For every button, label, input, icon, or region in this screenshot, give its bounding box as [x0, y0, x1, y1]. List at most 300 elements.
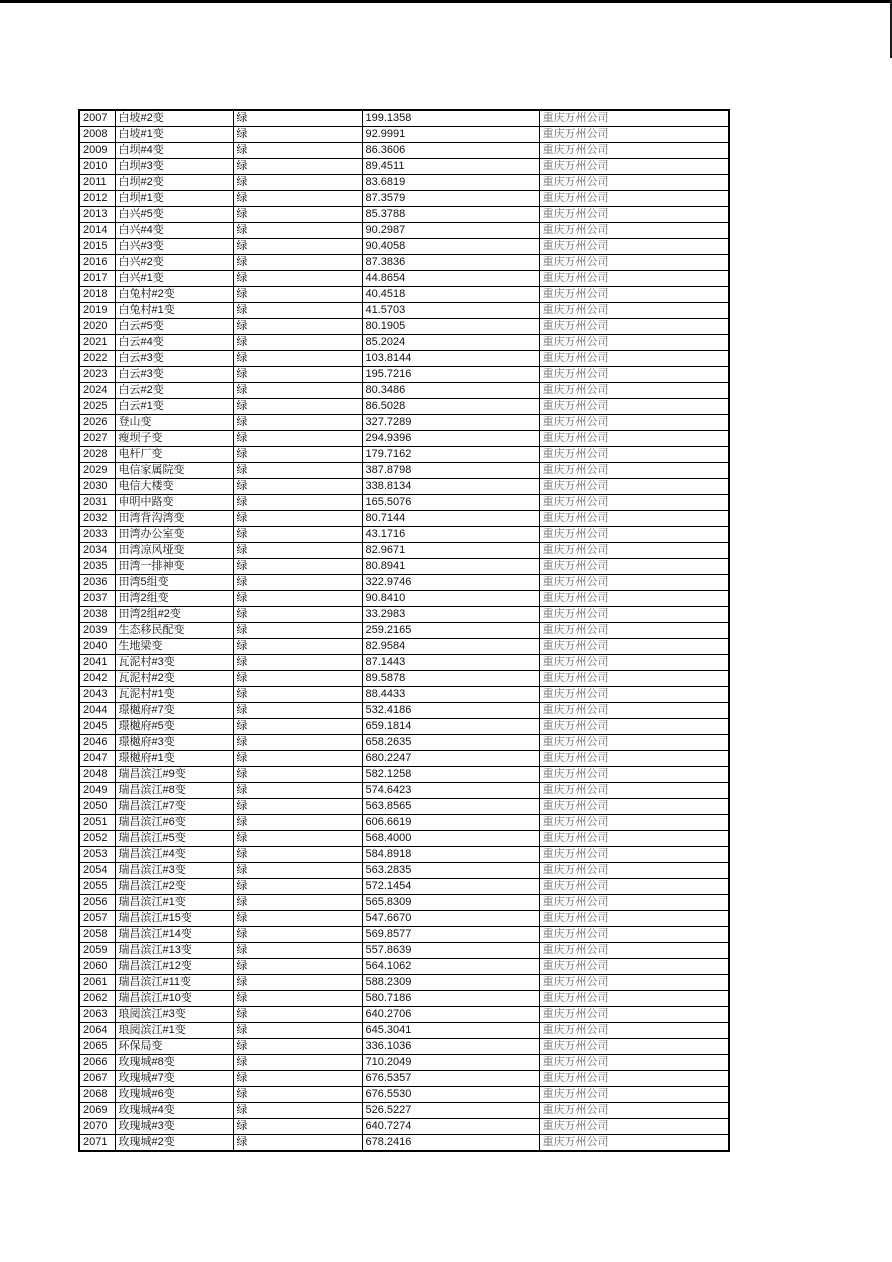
- cell-company[interactable]: 重庆万州公司: [539, 735, 729, 751]
- cell-value[interactable]: 90.2987: [362, 223, 539, 239]
- cell-status[interactable]: 绿: [233, 207, 362, 223]
- cell-status[interactable]: 绿: [233, 751, 362, 767]
- cell-station-name[interactable]: 玫瑰城#7变: [115, 1071, 233, 1087]
- cell-row-id[interactable]: 2034: [79, 543, 115, 559]
- cell-row-id[interactable]: 2047: [79, 751, 115, 767]
- cell-value[interactable]: 80.8941: [362, 559, 539, 575]
- cell-value[interactable]: 680.2247: [362, 751, 539, 767]
- cell-company[interactable]: 重庆万州公司: [539, 143, 729, 159]
- cell-status[interactable]: 绿: [233, 703, 362, 719]
- cell-status[interactable]: 绿: [233, 783, 362, 799]
- cell-status[interactable]: 绿: [233, 110, 362, 127]
- cell-value[interactable]: 580.7186: [362, 991, 539, 1007]
- cell-status[interactable]: 绿: [233, 911, 362, 927]
- cell-company[interactable]: 重庆万州公司: [539, 575, 729, 591]
- cell-company[interactable]: 重庆万州公司: [539, 1135, 729, 1152]
- cell-value[interactable]: 532.4186: [362, 703, 539, 719]
- cell-value[interactable]: 526.5227: [362, 1103, 539, 1119]
- cell-value[interactable]: 645.3041: [362, 1023, 539, 1039]
- cell-station-name[interactable]: 瑞昌滨江#2变: [115, 879, 233, 895]
- cell-status[interactable]: 绿: [233, 863, 362, 879]
- cell-value[interactable]: 199.1358: [362, 110, 539, 127]
- cell-station-name[interactable]: 玫瑰城#8变: [115, 1055, 233, 1071]
- cell-status[interactable]: 绿: [233, 847, 362, 863]
- cell-status[interactable]: 绿: [233, 607, 362, 623]
- cell-row-id[interactable]: 2071: [79, 1135, 115, 1152]
- cell-station-name[interactable]: 瑞昌滨江#9变: [115, 767, 233, 783]
- cell-value[interactable]: 294.9396: [362, 431, 539, 447]
- cell-company[interactable]: 重庆万州公司: [539, 815, 729, 831]
- cell-company[interactable]: 重庆万州公司: [539, 1103, 729, 1119]
- cell-row-id[interactable]: 2019: [79, 303, 115, 319]
- cell-company[interactable]: 重庆万州公司: [539, 991, 729, 1007]
- cell-row-id[interactable]: 2040: [79, 639, 115, 655]
- cell-company[interactable]: 重庆万州公司: [539, 607, 729, 623]
- cell-status[interactable]: 绿: [233, 431, 362, 447]
- cell-status[interactable]: 绿: [233, 575, 362, 591]
- cell-status[interactable]: 绿: [233, 831, 362, 847]
- cell-company[interactable]: 重庆万州公司: [539, 703, 729, 719]
- cell-value[interactable]: 565.8309: [362, 895, 539, 911]
- cell-status[interactable]: 绿: [233, 591, 362, 607]
- cell-station-name[interactable]: 白坡#1变: [115, 127, 233, 143]
- cell-value[interactable]: 44.8654: [362, 271, 539, 287]
- cell-value[interactable]: 82.9671: [362, 543, 539, 559]
- cell-status[interactable]: 绿: [233, 1023, 362, 1039]
- cell-value[interactable]: 572.1454: [362, 879, 539, 895]
- cell-company[interactable]: 重庆万州公司: [539, 447, 729, 463]
- cell-value[interactable]: 336.1036: [362, 1039, 539, 1055]
- cell-station-name[interactable]: 白兔村#2变: [115, 287, 233, 303]
- cell-station-name[interactable]: 瑞昌滨江#13变: [115, 943, 233, 959]
- cell-row-id[interactable]: 2036: [79, 575, 115, 591]
- cell-row-id[interactable]: 2039: [79, 623, 115, 639]
- cell-station-name[interactable]: 电信大楼变: [115, 479, 233, 495]
- cell-station-name[interactable]: 瑞昌滨江#5变: [115, 831, 233, 847]
- cell-row-id[interactable]: 2012: [79, 191, 115, 207]
- cell-station-name[interactable]: 田湾一排神变: [115, 559, 233, 575]
- cell-status[interactable]: 绿: [233, 463, 362, 479]
- cell-value[interactable]: 33.2983: [362, 607, 539, 623]
- cell-station-name[interactable]: 田湾5组变: [115, 575, 233, 591]
- cell-company[interactable]: 重庆万州公司: [539, 287, 729, 303]
- cell-station-name[interactable]: 瑞昌滨江#1变: [115, 895, 233, 911]
- cell-station-name[interactable]: 白兴#2变: [115, 255, 233, 271]
- cell-status[interactable]: 绿: [233, 127, 362, 143]
- cell-company[interactable]: 重庆万州公司: [539, 527, 729, 543]
- cell-company[interactable]: 重庆万州公司: [539, 223, 729, 239]
- cell-status[interactable]: 绿: [233, 479, 362, 495]
- cell-company[interactable]: 重庆万州公司: [539, 335, 729, 351]
- cell-station-name[interactable]: 白云#2变: [115, 383, 233, 399]
- cell-company[interactable]: 重庆万州公司: [539, 751, 729, 767]
- cell-company[interactable]: 重庆万州公司: [539, 207, 729, 223]
- cell-status[interactable]: 绿: [233, 735, 362, 751]
- cell-company[interactable]: 重庆万州公司: [539, 351, 729, 367]
- cell-station-name[interactable]: 白兴#5变: [115, 207, 233, 223]
- cell-station-name[interactable]: 白坝#4变: [115, 143, 233, 159]
- cell-status[interactable]: 绿: [233, 879, 362, 895]
- cell-status[interactable]: 绿: [233, 239, 362, 255]
- cell-status[interactable]: 绿: [233, 255, 362, 271]
- cell-station-name[interactable]: 瑞昌滨江#8变: [115, 783, 233, 799]
- cell-station-name[interactable]: 白坝#3变: [115, 159, 233, 175]
- cell-company[interactable]: 重庆万州公司: [539, 623, 729, 639]
- cell-status[interactable]: 绿: [233, 511, 362, 527]
- cell-value[interactable]: 165.5076: [362, 495, 539, 511]
- cell-row-id[interactable]: 2051: [79, 815, 115, 831]
- cell-row-id[interactable]: 2064: [79, 1023, 115, 1039]
- cell-company[interactable]: 重庆万州公司: [539, 831, 729, 847]
- cell-value[interactable]: 87.1443: [362, 655, 539, 671]
- cell-value[interactable]: 89.5878: [362, 671, 539, 687]
- cell-station-name[interactable]: 瑞昌滨江#6变: [115, 815, 233, 831]
- cell-company[interactable]: 重庆万州公司: [539, 591, 729, 607]
- cell-row-id[interactable]: 2055: [79, 879, 115, 895]
- cell-value[interactable]: 569.8577: [362, 927, 539, 943]
- cell-row-id[interactable]: 2068: [79, 1087, 115, 1103]
- cell-row-id[interactable]: 2066: [79, 1055, 115, 1071]
- cell-company[interactable]: 重庆万州公司: [539, 671, 729, 687]
- cell-row-id[interactable]: 2057: [79, 911, 115, 927]
- cell-company[interactable]: 重庆万州公司: [539, 1087, 729, 1103]
- cell-row-id[interactable]: 2042: [79, 671, 115, 687]
- cell-row-id[interactable]: 2010: [79, 159, 115, 175]
- cell-station-name[interactable]: 璟樾府#7变: [115, 703, 233, 719]
- cell-row-id[interactable]: 2008: [79, 127, 115, 143]
- cell-company[interactable]: 重庆万州公司: [539, 1119, 729, 1135]
- cell-station-name[interactable]: 白坝#2变: [115, 175, 233, 191]
- cell-row-id[interactable]: 2060: [79, 959, 115, 975]
- cell-value[interactable]: 568.4000: [362, 831, 539, 847]
- cell-station-name[interactable]: 生地梁变: [115, 639, 233, 655]
- cell-value[interactable]: 90.4058: [362, 239, 539, 255]
- cell-company[interactable]: 重庆万州公司: [539, 1007, 729, 1023]
- cell-status[interactable]: 绿: [233, 319, 362, 335]
- cell-status[interactable]: 绿: [233, 671, 362, 687]
- cell-company[interactable]: 重庆万州公司: [539, 767, 729, 783]
- cell-company[interactable]: 重庆万州公司: [539, 383, 729, 399]
- cell-value[interactable]: 86.3606: [362, 143, 539, 159]
- cell-station-name[interactable]: 环保局变: [115, 1039, 233, 1055]
- cell-value[interactable]: 574.6423: [362, 783, 539, 799]
- cell-value[interactable]: 82.9584: [362, 639, 539, 655]
- cell-row-id[interactable]: 2014: [79, 223, 115, 239]
- cell-status[interactable]: 绿: [233, 335, 362, 351]
- cell-value[interactable]: 87.3579: [362, 191, 539, 207]
- cell-company[interactable]: 重庆万州公司: [539, 975, 729, 991]
- cell-status[interactable]: 绿: [233, 447, 362, 463]
- cell-station-name[interactable]: 白云#3变: [115, 367, 233, 383]
- cell-value[interactable]: 557.8639: [362, 943, 539, 959]
- cell-row-id[interactable]: 2044: [79, 703, 115, 719]
- cell-status[interactable]: 绿: [233, 159, 362, 175]
- cell-row-id[interactable]: 2054: [79, 863, 115, 879]
- cell-status[interactable]: 绿: [233, 543, 362, 559]
- cell-status[interactable]: 绿: [233, 495, 362, 511]
- cell-value[interactable]: 659.1814: [362, 719, 539, 735]
- cell-value[interactable]: 259.2165: [362, 623, 539, 639]
- cell-status[interactable]: 绿: [233, 1135, 362, 1152]
- cell-value[interactable]: 87.3836: [362, 255, 539, 271]
- cell-value[interactable]: 85.2024: [362, 335, 539, 351]
- cell-value[interactable]: 606.6619: [362, 815, 539, 831]
- cell-value[interactable]: 89.4511: [362, 159, 539, 175]
- cell-station-name[interactable]: 玫瑰城#3变: [115, 1119, 233, 1135]
- cell-station-name[interactable]: 白云#1变: [115, 399, 233, 415]
- cell-status[interactable]: 绿: [233, 527, 362, 543]
- cell-station-name[interactable]: 白兴#3变: [115, 239, 233, 255]
- cell-station-name[interactable]: 瓦泥村#3变: [115, 655, 233, 671]
- cell-status[interactable]: 绿: [233, 559, 362, 575]
- cell-station-name[interactable]: 白兴#4变: [115, 223, 233, 239]
- cell-company[interactable]: 重庆万州公司: [539, 239, 729, 255]
- cell-status[interactable]: 绿: [233, 815, 362, 831]
- cell-station-name[interactable]: 瓦泥村#2变: [115, 671, 233, 687]
- cell-row-id[interactable]: 2027: [79, 431, 115, 447]
- cell-row-id[interactable]: 2029: [79, 463, 115, 479]
- cell-company[interactable]: 重庆万州公司: [539, 847, 729, 863]
- cell-value[interactable]: 563.8565: [362, 799, 539, 815]
- cell-row-id[interactable]: 2035: [79, 559, 115, 575]
- cell-value[interactable]: 80.7144: [362, 511, 539, 527]
- cell-value[interactable]: 88.4433: [362, 687, 539, 703]
- cell-row-id[interactable]: 2016: [79, 255, 115, 271]
- cell-company[interactable]: 重庆万州公司: [539, 399, 729, 415]
- cell-company[interactable]: 重庆万州公司: [539, 319, 729, 335]
- cell-status[interactable]: 绿: [233, 1071, 362, 1087]
- cell-company[interactable]: 重庆万州公司: [539, 783, 729, 799]
- cell-station-name[interactable]: 白兔村#1变: [115, 303, 233, 319]
- cell-row-id[interactable]: 2065: [79, 1039, 115, 1055]
- cell-company[interactable]: 重庆万州公司: [539, 799, 729, 815]
- cell-company[interactable]: 重庆万州公司: [539, 127, 729, 143]
- cell-company[interactable]: 重庆万州公司: [539, 303, 729, 319]
- cell-station-name[interactable]: 白坡#2变: [115, 110, 233, 127]
- cell-company[interactable]: 重庆万州公司: [539, 415, 729, 431]
- cell-value[interactable]: 41.5703: [362, 303, 539, 319]
- cell-company[interactable]: 重庆万州公司: [539, 431, 729, 447]
- cell-status[interactable]: 绿: [233, 223, 362, 239]
- cell-value[interactable]: 322.9746: [362, 575, 539, 591]
- cell-row-id[interactable]: 2056: [79, 895, 115, 911]
- cell-row-id[interactable]: 2030: [79, 479, 115, 495]
- cell-station-name[interactable]: 田湾背沟湾变: [115, 511, 233, 527]
- cell-status[interactable]: 绿: [233, 191, 362, 207]
- cell-row-id[interactable]: 2020: [79, 319, 115, 335]
- cell-value[interactable]: 588.2309: [362, 975, 539, 991]
- cell-status[interactable]: 绿: [233, 1007, 362, 1023]
- cell-value[interactable]: 80.3486: [362, 383, 539, 399]
- cell-row-id[interactable]: 2053: [79, 847, 115, 863]
- cell-status[interactable]: 绿: [233, 415, 362, 431]
- cell-station-name[interactable]: 瑞昌滨江#15变: [115, 911, 233, 927]
- cell-value[interactable]: 584.8918: [362, 847, 539, 863]
- cell-row-id[interactable]: 2026: [79, 415, 115, 431]
- cell-station-name[interactable]: 瓦泥村#1变: [115, 687, 233, 703]
- cell-company[interactable]: 重庆万州公司: [539, 367, 729, 383]
- cell-station-name[interactable]: 瑞昌滨江#14变: [115, 927, 233, 943]
- cell-row-id[interactable]: 2018: [79, 287, 115, 303]
- cell-status[interactable]: 绿: [233, 399, 362, 415]
- cell-station-name[interactable]: 瑞昌滨江#11变: [115, 975, 233, 991]
- cell-company[interactable]: 重庆万州公司: [539, 159, 729, 175]
- cell-value[interactable]: 80.1905: [362, 319, 539, 335]
- cell-station-name[interactable]: 白云#5变: [115, 319, 233, 335]
- cell-station-name[interactable]: 瑞昌滨江#3变: [115, 863, 233, 879]
- cell-value[interactable]: 43.1716: [362, 527, 539, 543]
- cell-company[interactable]: 重庆万州公司: [539, 511, 729, 527]
- cell-row-id[interactable]: 2070: [79, 1119, 115, 1135]
- cell-company[interactable]: 重庆万州公司: [539, 559, 729, 575]
- cell-station-name[interactable]: 田湾2组变: [115, 591, 233, 607]
- cell-status[interactable]: 绿: [233, 1103, 362, 1119]
- cell-station-name[interactable]: 瑞昌滨江#4变: [115, 847, 233, 863]
- cell-status[interactable]: 绿: [233, 975, 362, 991]
- cell-station-name[interactable]: 白云#3变: [115, 351, 233, 367]
- cell-station-name[interactable]: 电信家属院变: [115, 463, 233, 479]
- cell-status[interactable]: 绿: [233, 799, 362, 815]
- cell-status[interactable]: 绿: [233, 367, 362, 383]
- cell-company[interactable]: 重庆万州公司: [539, 1055, 729, 1071]
- cell-status[interactable]: 绿: [233, 719, 362, 735]
- cell-value[interactable]: 582.1258: [362, 767, 539, 783]
- cell-station-name[interactable]: 玫瑰城#6变: [115, 1087, 233, 1103]
- cell-row-id[interactable]: 2009: [79, 143, 115, 159]
- cell-value[interactable]: 547.6670: [362, 911, 539, 927]
- cell-row-id[interactable]: 2061: [79, 975, 115, 991]
- cell-station-name[interactable]: 玫瑰城#4变: [115, 1103, 233, 1119]
- cell-row-id[interactable]: 2031: [79, 495, 115, 511]
- cell-row-id[interactable]: 2062: [79, 991, 115, 1007]
- cell-value[interactable]: 85.3788: [362, 207, 539, 223]
- cell-company[interactable]: 重庆万州公司: [539, 110, 729, 127]
- cell-row-id[interactable]: 2069: [79, 1103, 115, 1119]
- cell-row-id[interactable]: 2046: [79, 735, 115, 751]
- cell-value[interactable]: 563.2835: [362, 863, 539, 879]
- cell-station-name[interactable]: 琅阅滨江#3变: [115, 1007, 233, 1023]
- cell-row-id[interactable]: 2049: [79, 783, 115, 799]
- cell-row-id[interactable]: 2015: [79, 239, 115, 255]
- cell-status[interactable]: 绿: [233, 767, 362, 783]
- cell-station-name[interactable]: 田湾办公室变: [115, 527, 233, 543]
- cell-station-name[interactable]: 白云#4变: [115, 335, 233, 351]
- cell-value[interactable]: 710.2049: [362, 1055, 539, 1071]
- cell-value[interactable]: 90.8410: [362, 591, 539, 607]
- cell-status[interactable]: 绿: [233, 303, 362, 319]
- cell-value[interactable]: 640.2706: [362, 1007, 539, 1023]
- cell-row-id[interactable]: 2024: [79, 383, 115, 399]
- cell-value[interactable]: 327.7289: [362, 415, 539, 431]
- cell-station-name[interactable]: 田湾凉风垭变: [115, 543, 233, 559]
- cell-value[interactable]: 40.4518: [362, 287, 539, 303]
- cell-row-id[interactable]: 2033: [79, 527, 115, 543]
- cell-company[interactable]: 重庆万州公司: [539, 639, 729, 655]
- cell-station-name[interactable]: 瘦坝子变: [115, 431, 233, 447]
- cell-company[interactable]: 重庆万州公司: [539, 543, 729, 559]
- cell-company[interactable]: 重庆万州公司: [539, 175, 729, 191]
- cell-row-id[interactable]: 2045: [79, 719, 115, 735]
- cell-status[interactable]: 绿: [233, 639, 362, 655]
- cell-value[interactable]: 103.8144: [362, 351, 539, 367]
- cell-row-id[interactable]: 2043: [79, 687, 115, 703]
- cell-row-id[interactable]: 2048: [79, 767, 115, 783]
- cell-value[interactable]: 676.5530: [362, 1087, 539, 1103]
- cell-row-id[interactable]: 2058: [79, 927, 115, 943]
- cell-status[interactable]: 绿: [233, 959, 362, 975]
- cell-station-name[interactable]: 申明中路变: [115, 495, 233, 511]
- cell-value[interactable]: 640.7274: [362, 1119, 539, 1135]
- cell-value[interactable]: 387.8798: [362, 463, 539, 479]
- cell-company[interactable]: 重庆万州公司: [539, 943, 729, 959]
- cell-station-name[interactable]: 瑞昌滨江#10变: [115, 991, 233, 1007]
- cell-status[interactable]: 绿: [233, 1087, 362, 1103]
- cell-value[interactable]: 678.2416: [362, 1135, 539, 1152]
- cell-company[interactable]: 重庆万州公司: [539, 1023, 729, 1039]
- cell-status[interactable]: 绿: [233, 655, 362, 671]
- cell-company[interactable]: 重庆万州公司: [539, 719, 729, 735]
- cell-row-id[interactable]: 2017: [79, 271, 115, 287]
- cell-company[interactable]: 重庆万州公司: [539, 1071, 729, 1087]
- cell-value[interactable]: 338.8134: [362, 479, 539, 495]
- cell-status[interactable]: 绿: [233, 1039, 362, 1055]
- cell-row-id[interactable]: 2021: [79, 335, 115, 351]
- cell-row-id[interactable]: 2041: [79, 655, 115, 671]
- cell-row-id[interactable]: 2011: [79, 175, 115, 191]
- cell-status[interactable]: 绿: [233, 143, 362, 159]
- cell-company[interactable]: 重庆万州公司: [539, 911, 729, 927]
- cell-row-id[interactable]: 2022: [79, 351, 115, 367]
- cell-row-id[interactable]: 2032: [79, 511, 115, 527]
- cell-row-id[interactable]: 2025: [79, 399, 115, 415]
- cell-station-name[interactable]: 瑞昌滨江#7变: [115, 799, 233, 815]
- cell-row-id[interactable]: 2007: [79, 110, 115, 127]
- cell-row-id[interactable]: 2063: [79, 1007, 115, 1023]
- cell-row-id[interactable]: 2023: [79, 367, 115, 383]
- cell-value[interactable]: 658.2635: [362, 735, 539, 751]
- cell-status[interactable]: 绿: [233, 1055, 362, 1071]
- cell-station-name[interactable]: 璟樾府#3变: [115, 735, 233, 751]
- cell-status[interactable]: 绿: [233, 943, 362, 959]
- cell-company[interactable]: 重庆万州公司: [539, 655, 729, 671]
- cell-status[interactable]: 绿: [233, 287, 362, 303]
- cell-value[interactable]: 195.7216: [362, 367, 539, 383]
- cell-row-id[interactable]: 2059: [79, 943, 115, 959]
- cell-status[interactable]: 绿: [233, 383, 362, 399]
- cell-station-name[interactable]: 璟樾府#1变: [115, 751, 233, 767]
- cell-company[interactable]: 重庆万州公司: [539, 495, 729, 511]
- cell-station-name[interactable]: 生态移民配变: [115, 623, 233, 639]
- cell-value[interactable]: 83.6819: [362, 175, 539, 191]
- cell-value[interactable]: 86.5028: [362, 399, 539, 415]
- cell-row-id[interactable]: 2067: [79, 1071, 115, 1087]
- cell-company[interactable]: 重庆万州公司: [539, 927, 729, 943]
- cell-company[interactable]: 重庆万州公司: [539, 255, 729, 271]
- cell-station-name[interactable]: 璟樾府#5变: [115, 719, 233, 735]
- cell-company[interactable]: 重庆万州公司: [539, 895, 729, 911]
- cell-value[interactable]: 179.7162: [362, 447, 539, 463]
- cell-station-name[interactable]: 白坝#1变: [115, 191, 233, 207]
- cell-station-name[interactable]: 田湾2组#2变: [115, 607, 233, 623]
- cell-station-name[interactable]: 琅阅滨江#1变: [115, 1023, 233, 1039]
- cell-company[interactable]: 重庆万州公司: [539, 271, 729, 287]
- cell-status[interactable]: 绿: [233, 1119, 362, 1135]
- cell-row-id[interactable]: 2038: [79, 607, 115, 623]
- cell-status[interactable]: 绿: [233, 351, 362, 367]
- cell-company[interactable]: 重庆万州公司: [539, 879, 729, 895]
- cell-status[interactable]: 绿: [233, 991, 362, 1007]
- cell-company[interactable]: 重庆万州公司: [539, 1039, 729, 1055]
